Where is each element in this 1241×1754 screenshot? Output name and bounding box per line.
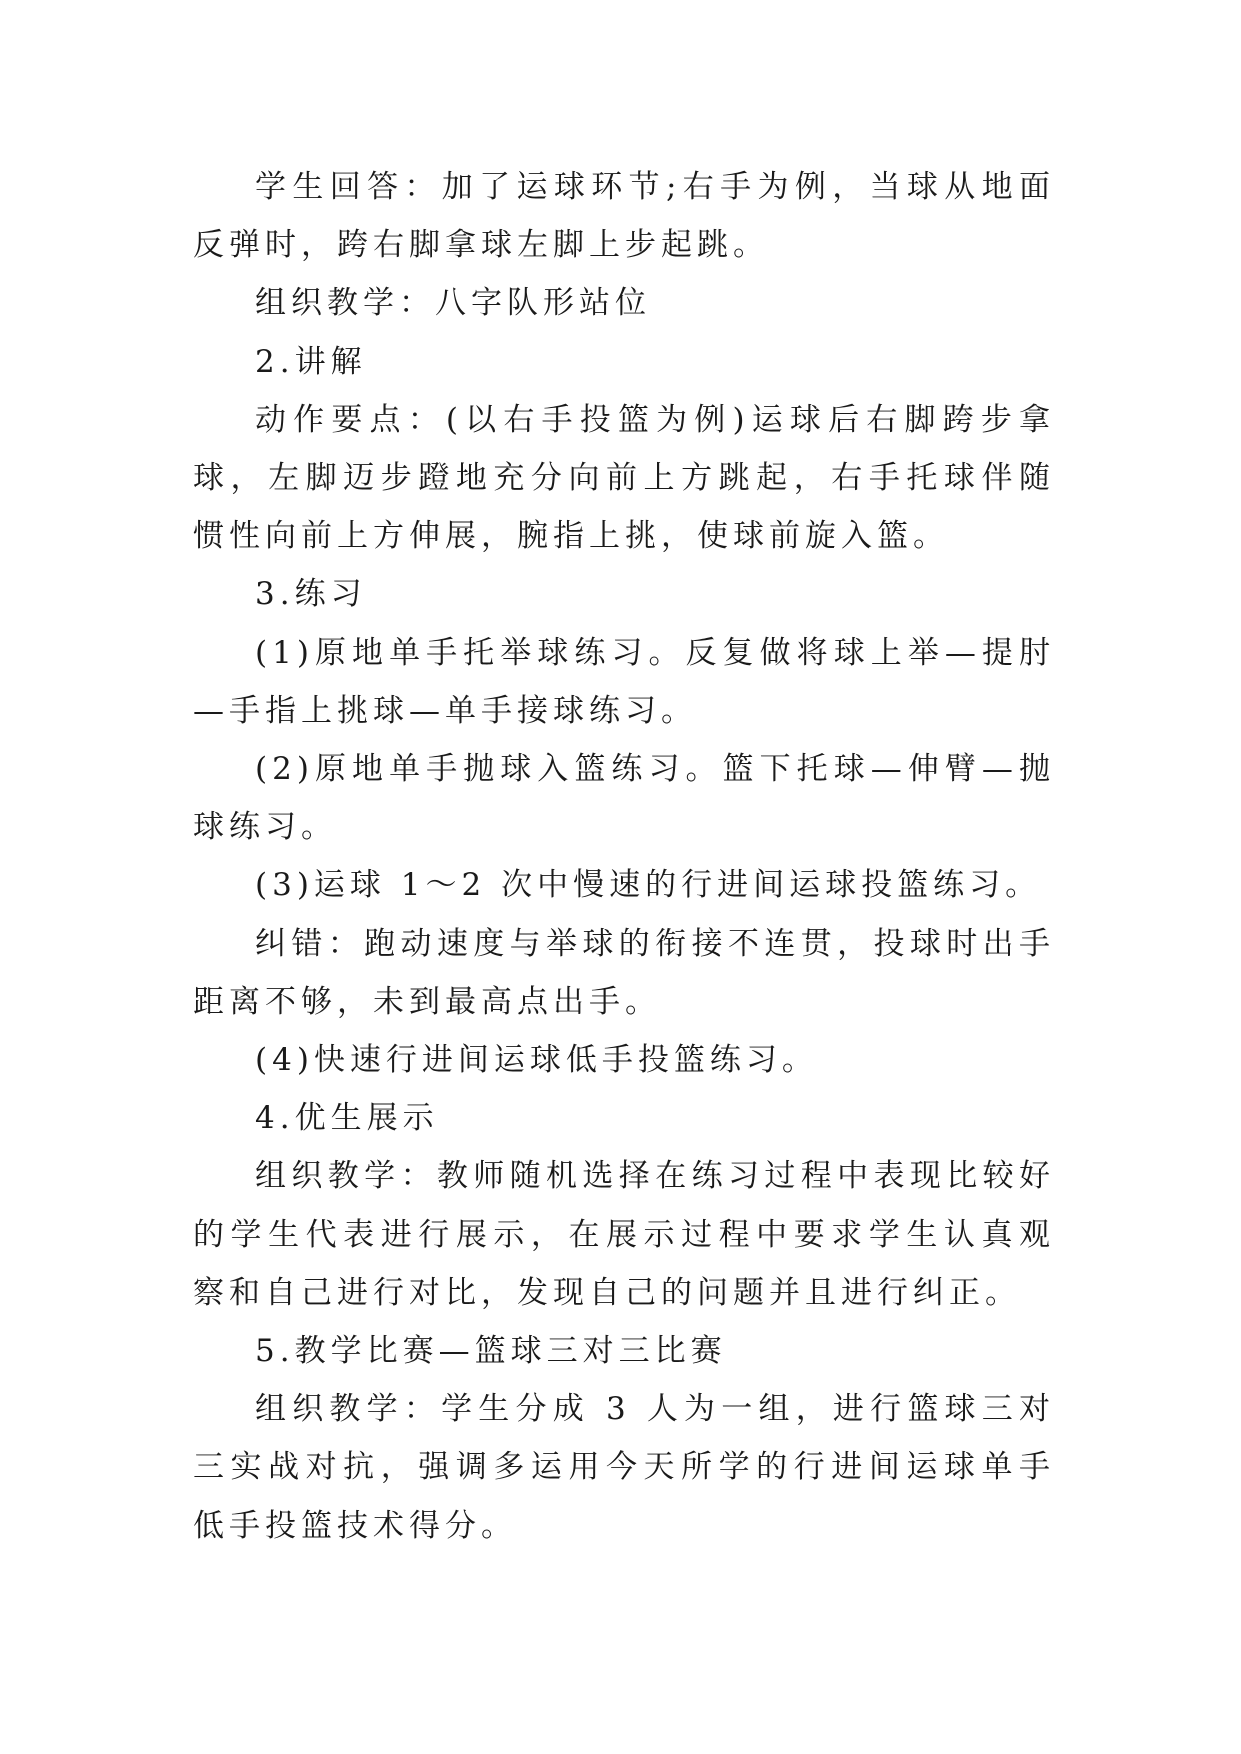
paragraph-practice-2: (2)原地单手抛球入篮练习。篮下托球—伸臂—抛球练习。 [193, 751, 1055, 846]
paragraph-error-correction: 纠错：跑动速度与举球的衔接不连贯，投球时出手距离不够，未到最高点出手。 [193, 925, 1055, 1020]
heading-match: 5.教学比赛—篮球三对三比赛 [255, 1333, 727, 1370]
heading-explanation: 2.讲解 [255, 343, 367, 380]
paragraph-practice-3: (3)运球 1～2 次中慢速的行进间运球投篮练习。 [255, 867, 1042, 904]
paragraph-practice-1: (1)原地单手托举球练习。反复做将球上举—提肘—手指上挑球—单手接球练习。 [193, 634, 1055, 729]
paragraph-key-points: 动作要点：(以右手投篮为例)运球后右脚跨步拿球，左脚迈步蹬地充分向前上方跳起，右手托球伴随惯性向前上方伸展，腕指上挑，使球前旋入篮。 [193, 401, 1055, 555]
paragraph-organize-match: 组织教学：学生分成 3 人为一组，进行篮球三对三实战对抗，强调多运用今天所学的行进间运球单手低手投篮技术得分。 [193, 1391, 1055, 1544]
paragraph-student-answer: 学生回答：加了运球环节;右手为例，当球从地面反弹时，跨右脚拿球左脚上步起跳。 [193, 169, 1055, 264]
document-body [193, 158, 1055, 1555]
paragraph-practice-4: (4)快速行进间运球低手投篮练习。 [255, 1042, 818, 1079]
heading-practice: 3.练习 [255, 576, 367, 613]
paragraph-organize-formation: 组织教学：八字队形站位 [255, 285, 651, 322]
paragraph-organize-showcase: 组织教学：教师随机选择在练习过程中表现比较好的学生代表进行展示，在展示过程中要求学生认真观察和自己进行对比，发现自己的问题并且进行纠正。 [193, 1158, 1055, 1311]
heading-showcase: 4.优生展示 [255, 1100, 439, 1137]
